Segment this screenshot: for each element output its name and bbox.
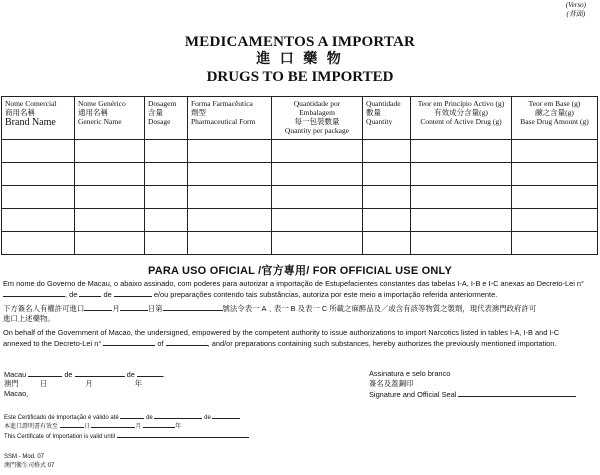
validity-line-pt: Este Certificado de Importação é válido até de de (4, 412, 240, 422)
table-row (2, 186, 598, 209)
signature-field[interactable] (458, 389, 576, 397)
verso-zh: (背面) (566, 10, 586, 18)
date-line-en: Macao, (4, 389, 29, 398)
drugs-table (1, 96, 598, 255)
form-model-zh: 澳門衛生司格式 07 (4, 463, 55, 469)
validity-line-zh: 本進口證明書有效至 日 月 年 (4, 421, 181, 431)
col-dosage: Dosagem 含量 Dosage (145, 97, 188, 140)
signature-pt: Assinatura e selo branco (369, 369, 451, 378)
official-use-heading: PARA USO OFICIAL /官方專用/ FOR OFFICIAL USE ONLY (148, 265, 452, 277)
verso-pt: (Verso) (565, 1, 586, 9)
form-model: SSM - Mod. 07 (4, 454, 45, 460)
official-text-pt: Em nome do Governo de Macau, o abaixo assinado, com poderes para autorizar a importação de Estupefacientes constantes das tabelas I-A, I-B e I-C anexas ao Decreto-Lei n° , de de e/ou preparações contendo tais substâncias, autoriza por este meio a importação referida anteriormente. (3, 279, 584, 299)
validity-line-en: This Certificate of Importation is valid until (4, 431, 249, 441)
table-row (2, 232, 598, 255)
col-base-drug-amount: Teor em Base (g) 鹼之含量(g) Base Drug Amount (g) (512, 97, 598, 140)
title-pt: MEDICAMENTOS A IMPORTAR (184, 34, 416, 50)
signature-en-line: Signature and Official Seal (369, 389, 576, 400)
official-text-zh: 下方簽名人有權許可進口 月 日第 號法令表一 A﹑表一 B 及表一 C 所載之麻醉品及／或含有該等物質之製劑，現代表澳門政府許可 進口上述藥物。 (3, 304, 537, 323)
date-line-zh: 澳門 日 月 年 (4, 379, 143, 388)
table-row (2, 140, 598, 163)
official-text-en: On behalf of the Government of Macao, the undersigned, empowered by the competent authority to issue authorizations to import Narcotics listed in tables I-A, I-B and I-C annexed to the Decreto-Lei n° of , and/or preparations containing such substances, hereby authorizes the previously mentioned importation. (3, 328, 560, 348)
col-generic-name: Nome Genérico 通用名稱 Generic Name (75, 97, 145, 140)
signature-block (369, 369, 576, 400)
table-row (2, 163, 598, 186)
verso-label (566, 1, 586, 19)
col-pharmaceutical-form: Forma Farmacêutica 劑型 Pharmaceutical Form (188, 97, 272, 140)
table-row (2, 209, 598, 232)
signature-zh: 簽名及蓋鋼印 (369, 379, 414, 388)
col-active-drug-content: Teor em Princípio Activo (g) 有效成分含量(g) Content of Active Drug (g) (411, 97, 512, 140)
title-zh: 進 口 藥 物 (256, 52, 344, 67)
col-brand-name: Nome Comercial 商用名稱 Brand Name (2, 97, 75, 140)
title-en: DRUGS TO BE IMPORTED (206, 69, 394, 85)
col-quantity-per-package: Quantidade por Embalagem 每一包裝數量 Quantity per package (272, 97, 363, 140)
date-line-pt: Macau de de . (4, 370, 166, 379)
col-quantity: Quantidade 數量 Quantity (363, 97, 411, 140)
table-header-row (2, 97, 598, 140)
form-titles (0, 34, 600, 86)
